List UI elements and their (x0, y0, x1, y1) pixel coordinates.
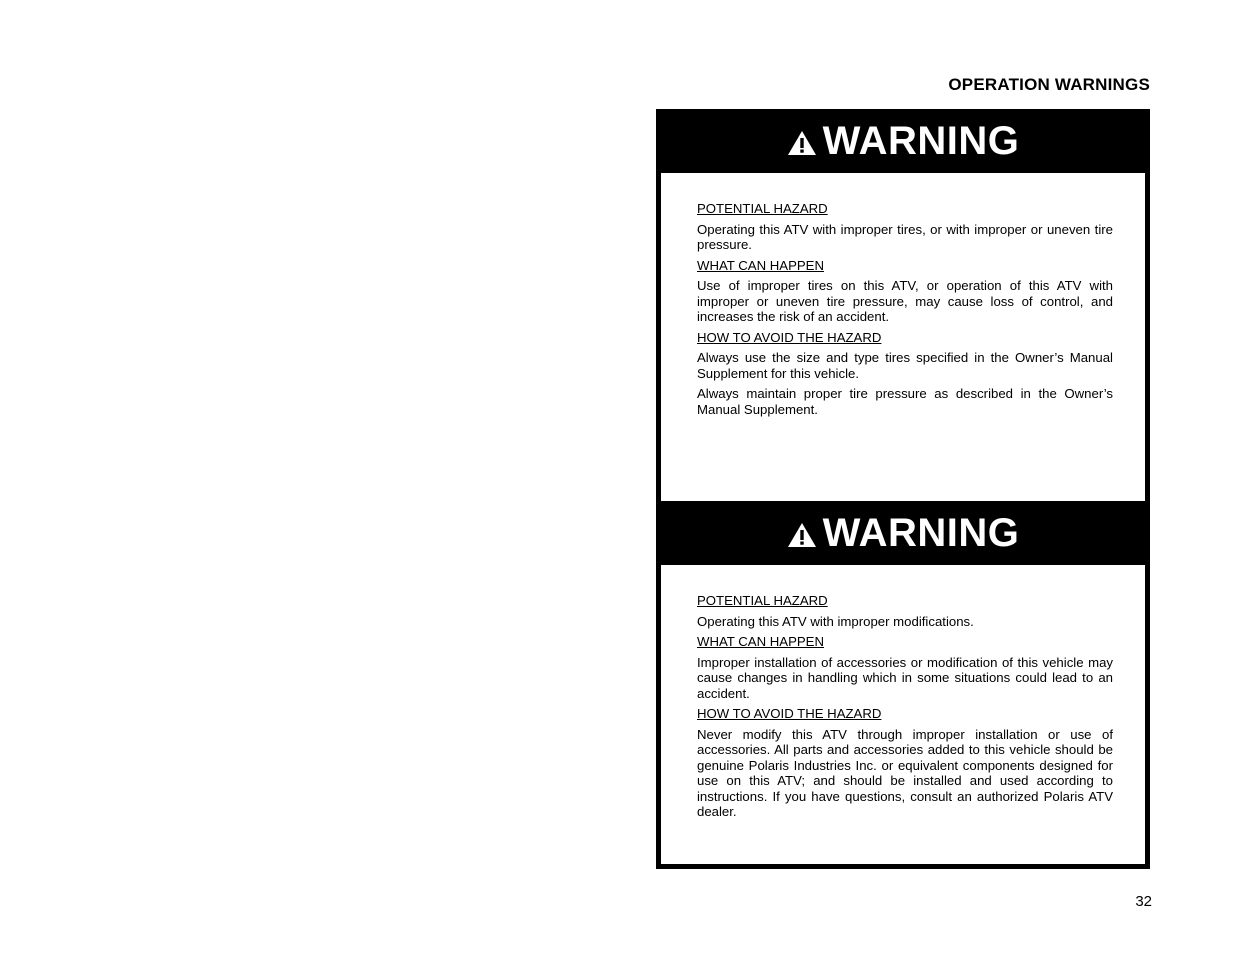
warning-header (656, 501, 1150, 565)
warning-triangle-icon (787, 522, 817, 548)
warning-body (661, 565, 1145, 864)
warning-frame (656, 109, 1150, 869)
potential-hazard-heading: POTENTIAL HAZARD (697, 593, 828, 608)
potential-hazard-heading: POTENTIAL HAZARD (697, 201, 828, 216)
warning-label: WARNING (822, 118, 1020, 163)
how-to-avoid-heading: HOW TO AVOID THE HAZARD (697, 329, 882, 345)
what-can-happen-text: Use of improper tires on this ATV, or operation of this ATV with improper or uneven tire pressure, may cause loss of control, and increases the risk of an accident. (697, 278, 1113, 324)
potential-hazard-text: Operating this ATV with improper modifications. (697, 613, 974, 629)
warning-triangle-icon (787, 130, 817, 156)
what-can-happen-heading: WHAT CAN HAPPEN (697, 634, 825, 649)
section-title: OPERATION WARNINGS (948, 75, 1150, 94)
what-can-happen-text: Improper installation of accessories or modification of this vehicle may cause changes in handling which in some situations could lead to an accident. (697, 654, 1113, 701)
warning-body (661, 173, 1145, 501)
warning-header (656, 109, 1150, 173)
how-to-avoid-heading: HOW TO AVOID THE HAZARD (697, 706, 882, 721)
page-number: 32 (1135, 893, 1152, 910)
warning-label: WARNING (822, 510, 1020, 555)
how-to-avoid-text: Always use the size and type tires specified in the Owner’s Manual Supplement for this vehicle. (697, 350, 1113, 381)
potential-hazard-text: Operating this ATV with improper tires, or with improper or uneven tire pressure. (697, 221, 1113, 252)
what-can-happen-heading: WHAT CAN HAPPEN (697, 257, 825, 273)
how-to-avoid-text: Never modify this ATV through improper installation or use of accessories. All parts and accessories added to this vehicle should be genuine Polaris Industries Inc. or equivalent components designed for use on this ATV; and should be installed and used according to instructions. If you have questions, consult an authorized Polaris ATV dealer. (697, 726, 1113, 819)
how-to-avoid-text: Always maintain proper tire pressure as described in the Owner’s Manual Supplement. (697, 386, 1113, 417)
